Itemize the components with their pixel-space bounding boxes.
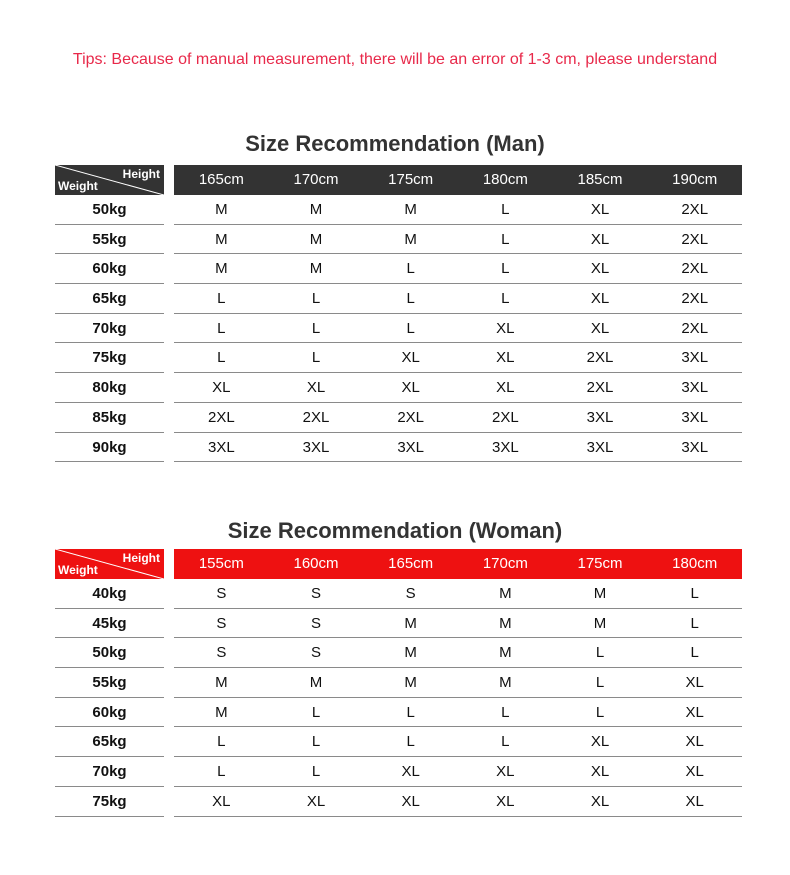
- size-cell: M: [404, 230, 417, 248]
- size-cell: XL: [496, 379, 515, 397]
- size-cell: L: [311, 703, 321, 721]
- woman-table-title: Size Recommendation (Woman): [227, 518, 563, 543]
- size-cell: M: [593, 614, 607, 632]
- weight-cell: 60kg: [55, 254, 164, 284]
- size-cell: M: [499, 585, 512, 602]
- size-cell: 2XL: [302, 408, 330, 426]
- size-cell: XL: [590, 763, 610, 781]
- height-header-cell: 185cm: [577, 171, 623, 188]
- size-cell: M: [499, 674, 512, 692]
- size-cell: XL: [685, 733, 704, 751]
- size-cell: M: [309, 260, 323, 278]
- weight-cell: 50kg: [55, 638, 164, 668]
- size-cell: 3XL: [681, 349, 709, 367]
- size-cell: XL: [401, 349, 420, 367]
- man-corner-header: [55, 165, 164, 195]
- size-cell: M: [593, 585, 607, 602]
- table-row: [174, 579, 742, 609]
- size-cell: XL: [590, 290, 610, 308]
- size-cell: XL: [590, 230, 610, 248]
- corner-weight-label: Weight: [58, 179, 98, 193]
- weight-cell: 80kg: [55, 373, 164, 403]
- table-row: [174, 698, 742, 728]
- height-header-cell: 165cm: [198, 171, 244, 188]
- size-cell: S: [216, 585, 227, 602]
- size-cell: XL: [401, 792, 420, 810]
- table-row: [174, 787, 742, 817]
- size-cell: L: [406, 319, 415, 337]
- size-cell: M: [499, 644, 512, 662]
- table-row: [174, 284, 742, 314]
- height-header-cell: 180cm: [482, 171, 528, 188]
- table-row: [174, 433, 742, 463]
- weight-cell: 70kg: [55, 314, 164, 344]
- size-cell: L: [501, 290, 510, 308]
- height-header-cell: 160cm: [293, 555, 339, 572]
- size-cell: M: [499, 614, 512, 632]
- size-cell: XL: [496, 792, 515, 810]
- size-cell: 3XL: [586, 408, 614, 426]
- size-cell: L: [595, 703, 605, 721]
- height-header-cell: 190cm: [672, 171, 718, 188]
- size-cell: S: [216, 644, 227, 662]
- height-header-cell: 180cm: [672, 555, 718, 572]
- weight-cell: 65kg: [55, 284, 164, 314]
- size-cell: L: [217, 733, 226, 751]
- size-cell: 3XL: [681, 379, 709, 397]
- size-cell: XL: [212, 792, 231, 810]
- size-cell: 3XL: [207, 438, 235, 456]
- size-cell: L: [501, 733, 510, 751]
- weight-cell: 65kg: [55, 727, 164, 757]
- size-cell: L: [501, 260, 510, 278]
- table-row: [174, 225, 742, 255]
- size-cell: M: [215, 703, 228, 721]
- size-cell: XL: [212, 379, 231, 397]
- size-cell: XL: [401, 763, 420, 781]
- corner-height-label: Height: [122, 551, 160, 565]
- size-cell: M: [215, 674, 228, 692]
- size-cell: M: [215, 201, 228, 218]
- weight-cell: 90kg: [55, 433, 164, 463]
- size-cell: 2XL: [586, 379, 614, 397]
- size-cell: L: [595, 674, 605, 692]
- size-cell: M: [404, 674, 417, 692]
- size-cell: L: [690, 585, 699, 602]
- table-row: [174, 373, 742, 403]
- weight-cell: 55kg: [55, 668, 164, 698]
- size-cell: 2XL: [681, 260, 709, 278]
- height-header-cell: 170cm: [482, 555, 528, 572]
- table-row: [174, 668, 742, 698]
- size-cell: S: [311, 614, 322, 632]
- table-row: [174, 314, 742, 344]
- table-row: [174, 727, 742, 757]
- size-cell: S: [311, 585, 322, 602]
- size-cell: XL: [685, 703, 704, 721]
- size-cell: M: [215, 230, 228, 248]
- size-cell: L: [311, 319, 321, 337]
- size-cell: M: [215, 260, 228, 278]
- weight-cell: 40kg: [55, 579, 164, 609]
- size-cell: S: [216, 614, 227, 632]
- size-cell: S: [311, 644, 322, 662]
- size-cell: M: [309, 201, 323, 218]
- tips-note: Tips: Because of manual measurement, there will be an error of 1-3 cm, please understand: [72, 51, 718, 68]
- man-weight-column: [55, 195, 164, 462]
- size-cell: 2XL: [681, 290, 709, 308]
- size-cell: M: [404, 201, 417, 218]
- size-cell: XL: [306, 379, 326, 397]
- size-cell: L: [217, 290, 226, 308]
- size-cell: L: [406, 260, 415, 278]
- table-row: [174, 403, 742, 433]
- size-cell: L: [217, 319, 226, 337]
- table-row: [174, 195, 742, 225]
- weight-cell: 70kg: [55, 757, 164, 787]
- table-row: [174, 254, 742, 284]
- size-cell: L: [217, 763, 226, 781]
- table-row: [174, 638, 742, 668]
- size-cell: XL: [496, 319, 515, 337]
- size-cell: L: [406, 703, 415, 721]
- size-cell: L: [406, 290, 415, 308]
- size-cell: XL: [685, 792, 704, 810]
- size-cell: 3XL: [586, 438, 614, 456]
- size-cell: 2XL: [681, 230, 709, 248]
- size-cell: M: [404, 614, 417, 632]
- woman-corner-header: [55, 549, 164, 579]
- man-height-header: [174, 165, 742, 195]
- size-cell: 3XL: [681, 438, 709, 456]
- size-cell: S: [405, 585, 416, 602]
- size-cell: XL: [496, 763, 515, 781]
- size-cell: 2XL: [681, 201, 709, 218]
- man-table-title: Size Recommendation (Man): [245, 131, 545, 156]
- weight-cell: 45kg: [55, 609, 164, 639]
- size-cell: XL: [496, 349, 515, 367]
- size-cell: 2XL: [586, 349, 614, 367]
- weight-cell: 75kg: [55, 787, 164, 817]
- size-cell: M: [404, 644, 417, 662]
- size-cell: XL: [590, 733, 610, 751]
- size-cell: L: [501, 230, 510, 248]
- height-header-cell: 165cm: [388, 555, 434, 572]
- table-row: [174, 757, 742, 787]
- size-cell: 3XL: [492, 438, 519, 456]
- table-row: [174, 343, 742, 373]
- woman-height-header: [174, 549, 742, 579]
- size-cell: L: [690, 644, 699, 662]
- height-header-cell: 175cm: [577, 555, 623, 572]
- size-cell: XL: [590, 792, 610, 810]
- size-cell: L: [311, 763, 321, 781]
- woman-weight-column: [55, 579, 164, 817]
- size-cell: L: [595, 644, 605, 662]
- woman-size-grid: [174, 579, 742, 817]
- size-cell: 3XL: [302, 438, 330, 456]
- height-header-cell: 175cm: [388, 171, 434, 188]
- size-cell: L: [217, 349, 226, 367]
- weight-cell: 60kg: [55, 698, 164, 728]
- size-cell: L: [501, 703, 510, 721]
- size-cell: L: [406, 733, 415, 751]
- weight-cell: 75kg: [55, 343, 164, 373]
- man-size-grid: [174, 195, 742, 462]
- size-cell: L: [501, 201, 510, 218]
- size-cell: 2XL: [397, 408, 425, 426]
- size-cell: XL: [685, 674, 704, 692]
- size-cell: 3XL: [681, 408, 709, 426]
- weight-cell: 85kg: [55, 403, 164, 433]
- size-cell: XL: [306, 792, 326, 810]
- size-cell: L: [311, 290, 321, 308]
- corner-height-label: Height: [122, 167, 160, 181]
- height-header-cell: 155cm: [198, 555, 244, 572]
- weight-cell: 55kg: [55, 225, 164, 255]
- size-cell: M: [309, 674, 323, 692]
- size-cell: XL: [590, 201, 610, 218]
- size-cell: M: [309, 230, 323, 248]
- size-cell: 2XL: [207, 408, 235, 426]
- size-cell: L: [690, 614, 699, 632]
- size-cell: 2XL: [492, 408, 519, 426]
- size-cell: XL: [590, 260, 610, 278]
- size-cell: 2XL: [681, 319, 709, 337]
- height-header-cell: 170cm: [293, 171, 339, 188]
- size-cell: L: [311, 733, 321, 751]
- size-cell: XL: [685, 763, 704, 781]
- size-cell: L: [311, 349, 321, 367]
- weight-cell: 50kg: [55, 195, 164, 225]
- table-row: [174, 609, 742, 639]
- size-cell: 3XL: [397, 438, 425, 456]
- corner-weight-label: Weight: [58, 563, 98, 577]
- size-cell: XL: [401, 379, 420, 397]
- size-cell: XL: [590, 319, 610, 337]
